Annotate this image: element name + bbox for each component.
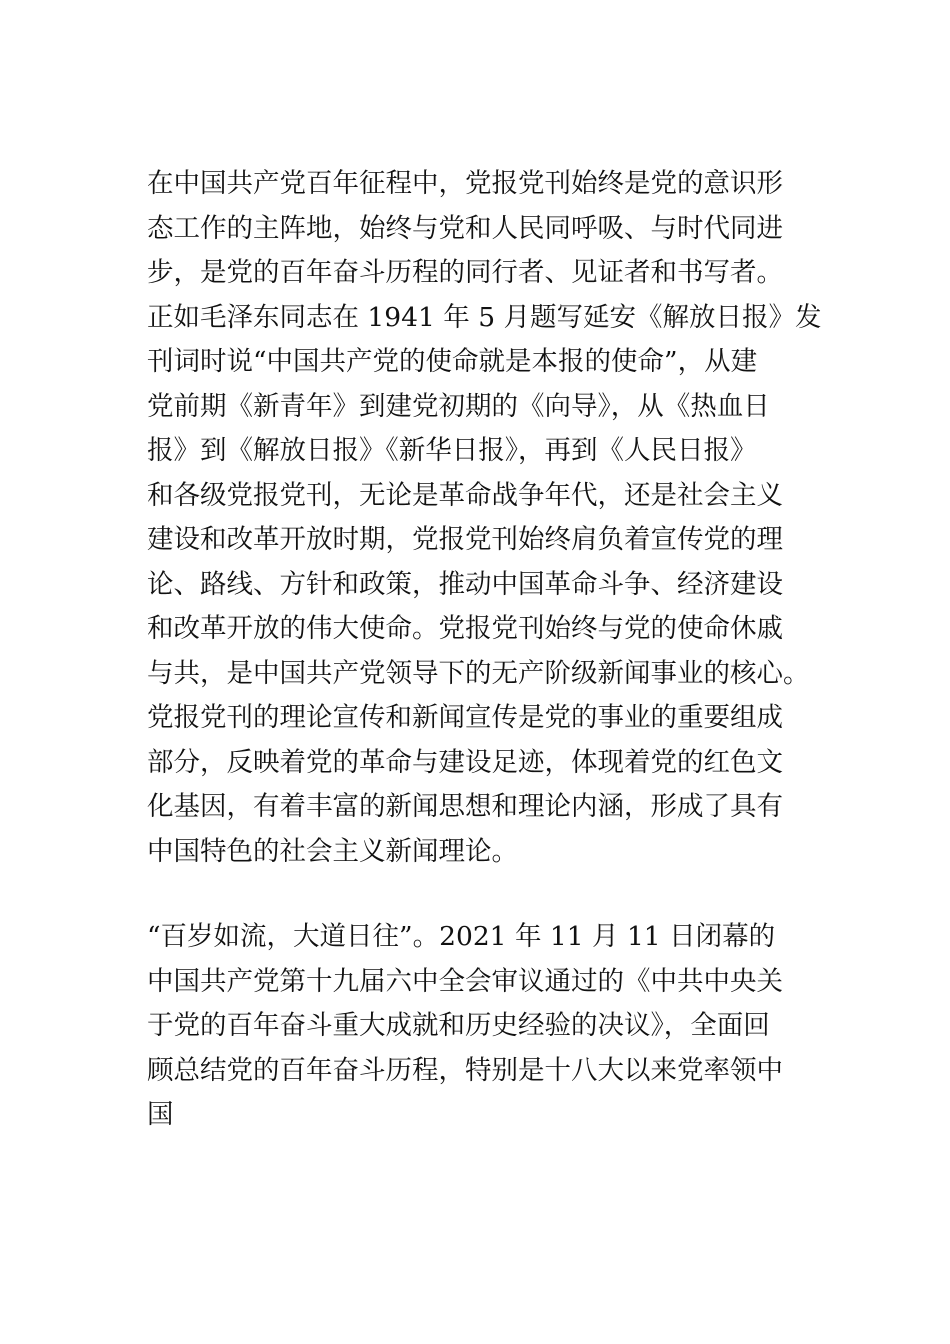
text-line: 中国特色的社会主义新闻理论。 <box>147 835 518 867</box>
text-line: 正如毛泽东同志在 1941 年 5 月题写延安《解放日报》发 <box>147 301 822 333</box>
text-line: 顾总结党的百年奋斗历程，特别是十八大以来党率领中 <box>147 1054 783 1086</box>
text-line: 中国共产党第十九届六中全会审议通过的《中共中央关 <box>147 965 783 997</box>
paragraph-2 <box>147 915 783 1138</box>
text-line: 论、路线、方针和政策，推动中国革命斗争、经济建设 <box>147 568 783 600</box>
text-line: 于党的百年奋斗重大成就和历史经验的决议》，全面回 <box>147 1010 770 1041</box>
text-line: 报》到《解放日报》《新华日报》，再到《人民日报》 <box>147 435 757 466</box>
text-line: “百岁如流，大道日往”。2021 年 11 月 11 日闭幕的 <box>147 921 776 952</box>
text-line: 步，是党的百年奋斗历程的同行者、见证者和书写者。 <box>147 257 783 288</box>
text-line: 部分，反映着党的革命与建设足迹，体现着党的红色文 <box>147 746 783 778</box>
paragraph-1 <box>147 162 822 874</box>
text-line: 和各级党报党刊，无论是革命战争年代，还是社会主义 <box>147 479 783 511</box>
text-line: 刊词时说“中国共产党的使命就是本报的使命”，从建 <box>147 346 758 377</box>
text-line: 国 <box>147 1099 174 1130</box>
text-line: 党报党刊的理论宣传和新闻宣传是党的事业的重要组成 <box>147 702 783 733</box>
text-line: 在中国共产党百年征程中，党报党刊始终是党的意识形 <box>147 168 783 199</box>
text-line: 建设和改革开放时期，党报党刊始终肩负着宣传党的理 <box>147 524 783 555</box>
text-line: 党前期《新青年》到建党初期的《向导》，从《热血日 <box>147 390 770 422</box>
text-line: 态工作的主阵地，始终与党和人民同呼吸、与时代同进 <box>147 212 783 244</box>
text-line: 与共，是中国共产党领导下的无产阶级新闻事业的核心。 <box>147 657 810 689</box>
text-line: 和改革开放的伟大使命。党报党刊始终与党的使命休戚 <box>147 613 783 644</box>
text-line: 化基因，有着丰富的新闻思想和理论内涵，形成了具有 <box>147 791 783 822</box>
